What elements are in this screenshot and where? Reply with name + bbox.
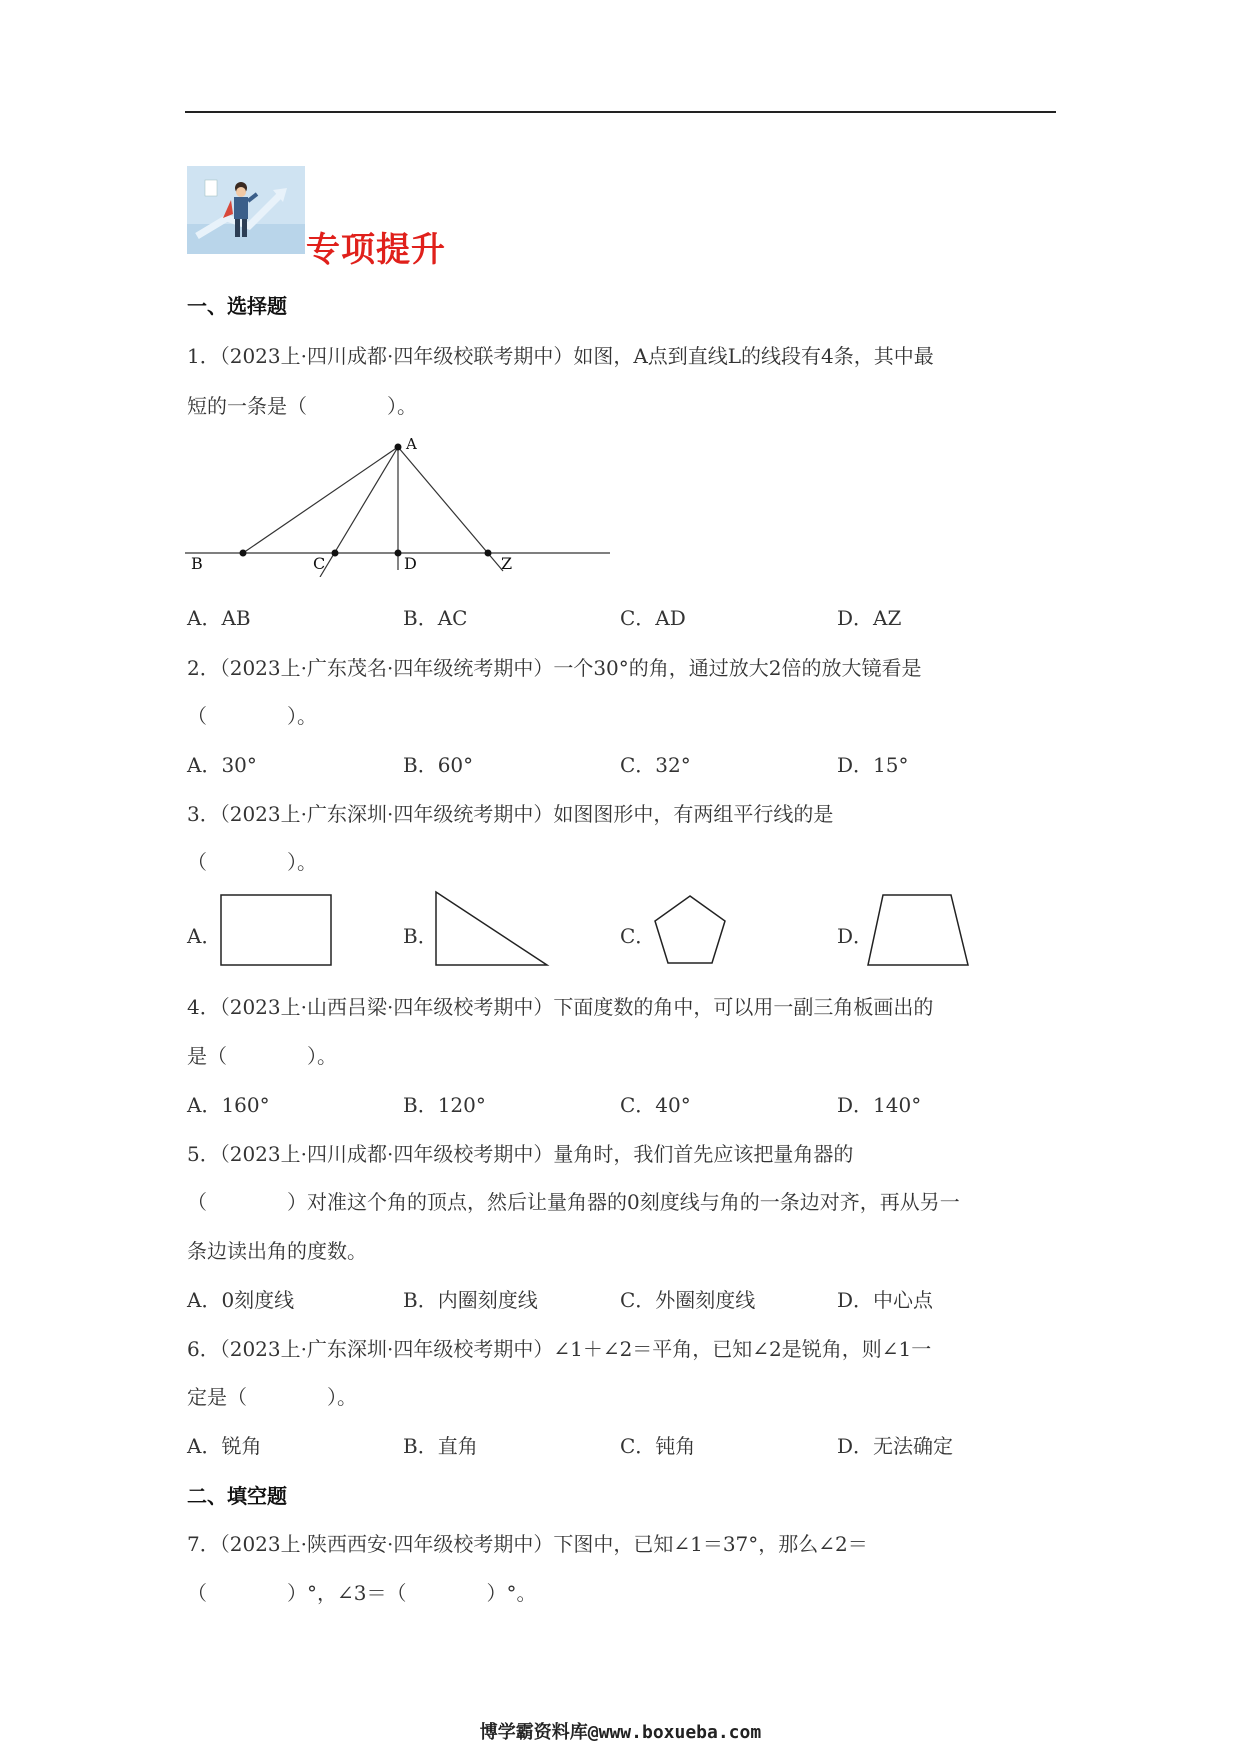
q2-text-line1: 2．（2023上·广东茂名·四年级统考期中）一个30°的角，通过放大2倍的放大镜看是 bbox=[187, 656, 922, 680]
q4-option-b[interactable]: B．120° bbox=[403, 1093, 486, 1117]
q6-option-c[interactable]: C．钝角 bbox=[620, 1434, 696, 1458]
q6-option-d[interactable]: D．无法确定 bbox=[837, 1434, 954, 1458]
q5-option-c[interactable]: C．外圈刻度线 bbox=[620, 1288, 756, 1312]
q5-option-d[interactable]: D．中心点 bbox=[837, 1288, 934, 1312]
page-title: 专项提升 bbox=[306, 230, 446, 270]
q2-option-d[interactable]: D．15° bbox=[837, 753, 909, 777]
label-z: Z bbox=[501, 554, 513, 573]
q4-text-line1: 4．（2023上·山西吕梁·四年级校考期中）下面度数的角中，可以用一副三角板画出的 bbox=[187, 995, 934, 1019]
q3-text-line2: （ ）。 bbox=[187, 850, 317, 874]
q5-text-line2: （ ）对准这个角的顶点，然后让量角器的0刻度线与角的一条边对齐，再从另一 bbox=[187, 1190, 960, 1214]
label-c: C bbox=[313, 554, 326, 573]
q2-option-c[interactable]: C．32° bbox=[620, 753, 691, 777]
q1-text-line2: 短的一条是（ ）。 bbox=[187, 394, 417, 418]
q2-text-line2: （ ）。 bbox=[187, 704, 317, 728]
q3-option-c-pentagon[interactable] bbox=[651, 893, 729, 967]
q3-option-a-rectangle[interactable] bbox=[218, 892, 334, 968]
q7-text-line1: 7．（2023上·陕西西安·四年级校考期中）下图中，已知∠1＝37°，那么∠2＝ bbox=[187, 1532, 868, 1556]
section-choice-heading: 一、选择题 bbox=[187, 294, 287, 318]
q3-text-line1: 3．（2023上·广东深圳·四年级统考期中）如图图形中，有两组平行线的是 bbox=[187, 802, 834, 826]
point-c bbox=[332, 550, 339, 557]
q1-text-line1: 1．（2023上·四川成都·四年级校联考期中）如图，A点到直线L的线段有4条，其中最 bbox=[187, 344, 934, 368]
q2-option-a[interactable]: A．30° bbox=[187, 753, 257, 777]
q3-option-d-label[interactable]: D． bbox=[837, 924, 874, 948]
label-b: B bbox=[191, 554, 203, 573]
point-d bbox=[395, 550, 402, 557]
q5-text-line3: 条边读出角的度数。 bbox=[187, 1239, 367, 1263]
q6-option-a[interactable]: A．锐角 bbox=[187, 1434, 262, 1458]
point-a bbox=[395, 444, 402, 451]
q5-option-b[interactable]: B．内圈刻度线 bbox=[403, 1288, 538, 1312]
q1-figure bbox=[185, 437, 617, 577]
q6-text-line1: 6．（2023上·广东深圳·四年级校考期中）∠1＋∠2＝平角，已知∠2是锐角，则∠1一 bbox=[187, 1337, 932, 1361]
label-d: D bbox=[404, 554, 417, 573]
q3-option-d-trapezoid[interactable] bbox=[865, 892, 971, 968]
label-a: A bbox=[406, 437, 417, 453]
q1-option-b[interactable]: B．AC bbox=[403, 606, 468, 630]
q1-option-a[interactable]: A．AB bbox=[187, 606, 251, 630]
q4-text-line2: 是（ ）。 bbox=[187, 1044, 337, 1068]
q1-option-d[interactable]: D．AZ bbox=[837, 606, 902, 630]
q3-option-a-label[interactable]: A． bbox=[187, 924, 222, 948]
footer-watermark: 博学霸资料库@www.boxueba.com bbox=[479, 1722, 762, 1743]
q4-option-d[interactable]: D．140° bbox=[837, 1093, 922, 1117]
q6-text-line2: 定是（ ）。 bbox=[187, 1385, 357, 1409]
q7-text-line2: （ ）°，∠3＝（ ）°。 bbox=[187, 1581, 537, 1605]
q4-option-a[interactable]: A．160° bbox=[187, 1093, 270, 1117]
q3-option-b-label[interactable]: B． bbox=[403, 924, 438, 948]
q5-text-line1: 5．（2023上·四川成都·四年级校考期中）量角时，我们首先应该把量角器的 bbox=[187, 1142, 854, 1166]
q1-option-c[interactable]: C．AD bbox=[620, 606, 686, 630]
q6-option-b[interactable]: B．直角 bbox=[403, 1434, 478, 1458]
q3-option-b-triangle[interactable] bbox=[433, 889, 551, 969]
section-fill-heading: 二、填空题 bbox=[187, 1484, 287, 1508]
point-b bbox=[240, 550, 247, 557]
q3-option-c-label[interactable]: C． bbox=[620, 924, 656, 948]
q4-option-c[interactable]: C．40° bbox=[620, 1093, 691, 1117]
q5-option-a[interactable]: A．0刻度线 bbox=[187, 1288, 295, 1312]
banner-illustration bbox=[187, 166, 305, 254]
header-rule bbox=[185, 111, 1056, 113]
q2-option-b[interactable]: B．60° bbox=[403, 753, 474, 777]
point-z bbox=[485, 550, 492, 557]
